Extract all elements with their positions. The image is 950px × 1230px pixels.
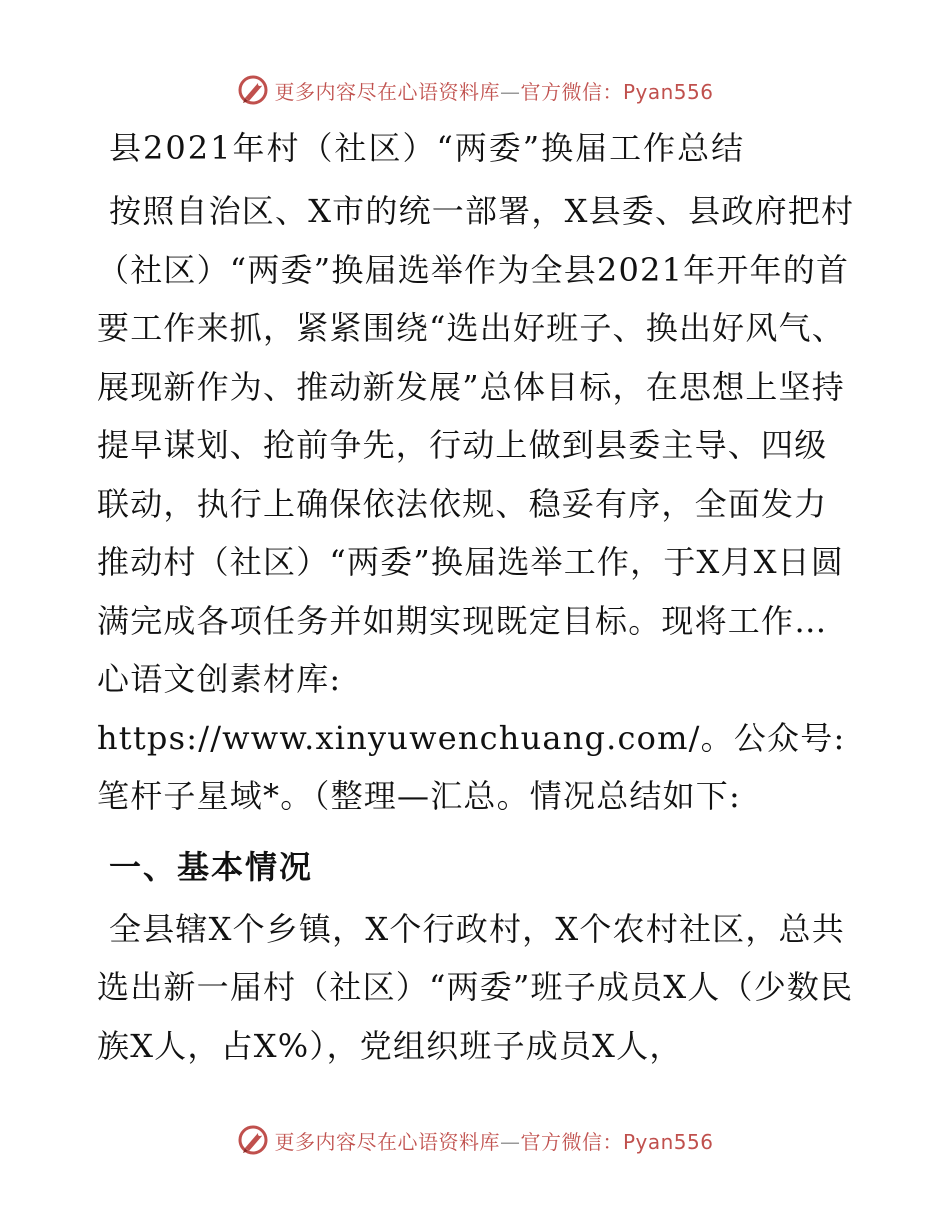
banner-wechat: 官方微信：Pyan556 [520,79,714,104]
document-title: 县2021年村（社区）“两委”换届工作总结 [109,129,746,167]
pen-logo-icon [236,1123,270,1157]
banner-text [274,76,713,105]
banner-text [274,1126,713,1155]
pen-logo-icon [236,73,270,107]
banner-separator: — [499,1129,521,1154]
intro-paragraph: 按照自治区、X市的统一部署，X县委、县政府把村（社区）“两委”换届选举作为全县2021年开年的首要工作来抓，紧紧围绕“选出好班子、换出好风气、展现新作为、推动新发展”总体目标，在思想上坚持提早谋划、抢前争先，行动上做到县委主导、四级联动，执行上确保依法依规、稳妥有序，全面发力推动村（社区）“两委”换届选举工作，于X月X日圆满完成各项任务并如期实现既定目标。现将工作…心语文创素材库: https://www.xinyuwenchuang.com/。公众号: 笔杆子星域*。（整理—汇总。情况总结如下: [97,192,855,815]
section-heading: 一、基本情况 [109,847,314,886]
banner-wechat: 官方微信：Pyan556 [520,1129,714,1154]
banner-slogan: 更多内容尽在心语资料库 [274,79,500,104]
header-banner [0,72,950,108]
footer-banner [0,1122,950,1158]
document-body [97,118,857,1075]
banner-slogan: 更多内容尽在心语资料库 [274,1129,500,1154]
section-paragraph: 全县辖X个乡镇，X个行政村，X个农村社区，总共选出新一届村（社区）“两委”班子成员X人（少数民族X人，占X%），党组织班子成员X人， [97,909,854,1065]
banner-separator: — [499,79,521,104]
